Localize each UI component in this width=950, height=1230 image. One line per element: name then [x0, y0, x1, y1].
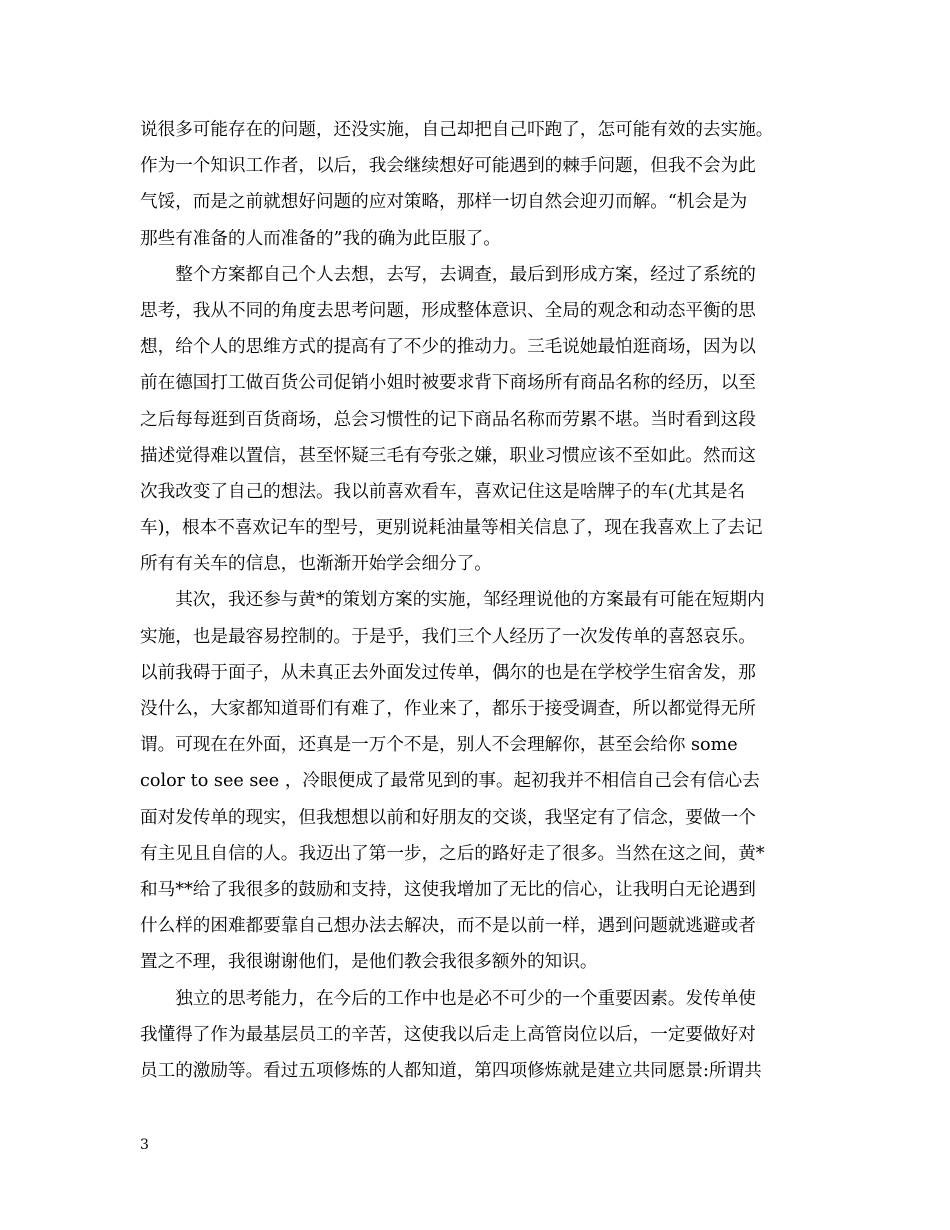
text-line: 整个方案都自己个人去想，去写，去调查，最后到形成方案，经过了系统的 — [140, 264, 756, 285]
text-line: 前在德国打工做百货公司促销小姐时被要求背下商场所有商品名称的经历，以至 — [140, 373, 756, 394]
text-line: 次我改变了自己的想法。我以前喜欢看车，喜欢记住这是啥牌子的车(尤其是名 — [140, 481, 746, 502]
body-text — [140, 112, 820, 1089]
text-line: 面对发传单的现实，但我想想以前和好朋友的交谈，我坚定有了信念，要做一个 — [140, 807, 756, 828]
text-line: 其次，我还参与黄*的策划方案的实施，邹经理说他的方案最有可能在短期内 — [140, 590, 765, 611]
text-line: 没什么，大家都知道哥们有难了，作业来了，都乐于接受调查，所以都觉得无所 — [140, 699, 756, 719]
text-line: 谓。可现在在外面，还真是一万个不是，别人不会理解你，甚至会给你 some — [140, 735, 738, 756]
text-line: 车)，根本不喜欢记车的型号，更别说耗油量等相关信息了，现在我喜欢上了去记 — [140, 518, 763, 539]
text-line: 置之不理，我很谢谢他们，是他们教会我很多额外的知识。 — [140, 952, 598, 973]
text-line: 所有有关车的信息，也渐渐开始学会细分了。 — [140, 554, 492, 575]
text-line: 和马**给了我很多的鼓励和支持，这使我增加了无比的信心，让我明白无论遇到 — [140, 879, 756, 900]
text-line: 实施，也是最容易控制的。于是乎，我们三个人经历了一次发传单的喜怒哀乐。 — [140, 626, 756, 647]
text-line: 独立的思考能力，在今后的工作中也是必不可少的一个重要因素。发传单使 — [140, 988, 756, 1009]
text-line: 描述觉得难以置信，甚至怀疑三毛有夸张之嫌，职业习惯应该不至如此。然而这 — [140, 445, 756, 466]
text-line: 说很多可能存在的问题，还没实施，自己却把自己吓跑了，怎可能有效的去实施。 — [140, 120, 774, 140]
text-line: 作为一个知识工作者，以后，我会继续想好可能遇到的棘手问题，但我不会为此 — [140, 156, 756, 177]
text-line: 有主见且自信的人。我迈出了第一步，之后的路好走了很多。当然在这之间，黄* — [140, 843, 765, 864]
text-line: 我懂得了作为最基层员工的辛苦，这使我以后走上高管岗位以后，一定要做好对 — [140, 1024, 756, 1045]
text-line: 什么样的困难都要靠自己想办法去解决，而不是以前一样，遇到问题就逃避或者 — [140, 916, 756, 937]
text-line: 员工的激励等。看过五项修炼的人都知道，第四项修炼就是建立共同愿景:所谓共 — [140, 1060, 762, 1081]
text-line: 想，给个人的思维方式的提高有了不少的推动力。三毛说她最怕逛商场，因为以 — [140, 337, 756, 358]
text-line: color to see see ，冷眼便成了最常见到的事。起初我并不相信自己会有信心去 — [140, 771, 760, 792]
text-line: 之后每每逛到百货商场，总会习惯性的记下商品名称而劳累不堪。当时看到这段 — [140, 409, 756, 430]
text-line: 以前我碍于面子，从未真正去外面发过传单，偶尔的也是在学校学生宿舍发，那 — [140, 662, 756, 683]
text-line: 气馁，而是之前就想好问题的应对策略，那样一切自然会迎刃而解。“机会是为 — [140, 192, 748, 213]
page-number: 3 — [140, 1137, 149, 1153]
text-line: 那些有准备的人而准备的”我的确为此臣服了。 — [140, 228, 501, 249]
text-line: 思考，我从不同的角度去思考问题，形成整体意识、全局的观念和动态平衡的思 — [140, 300, 756, 321]
